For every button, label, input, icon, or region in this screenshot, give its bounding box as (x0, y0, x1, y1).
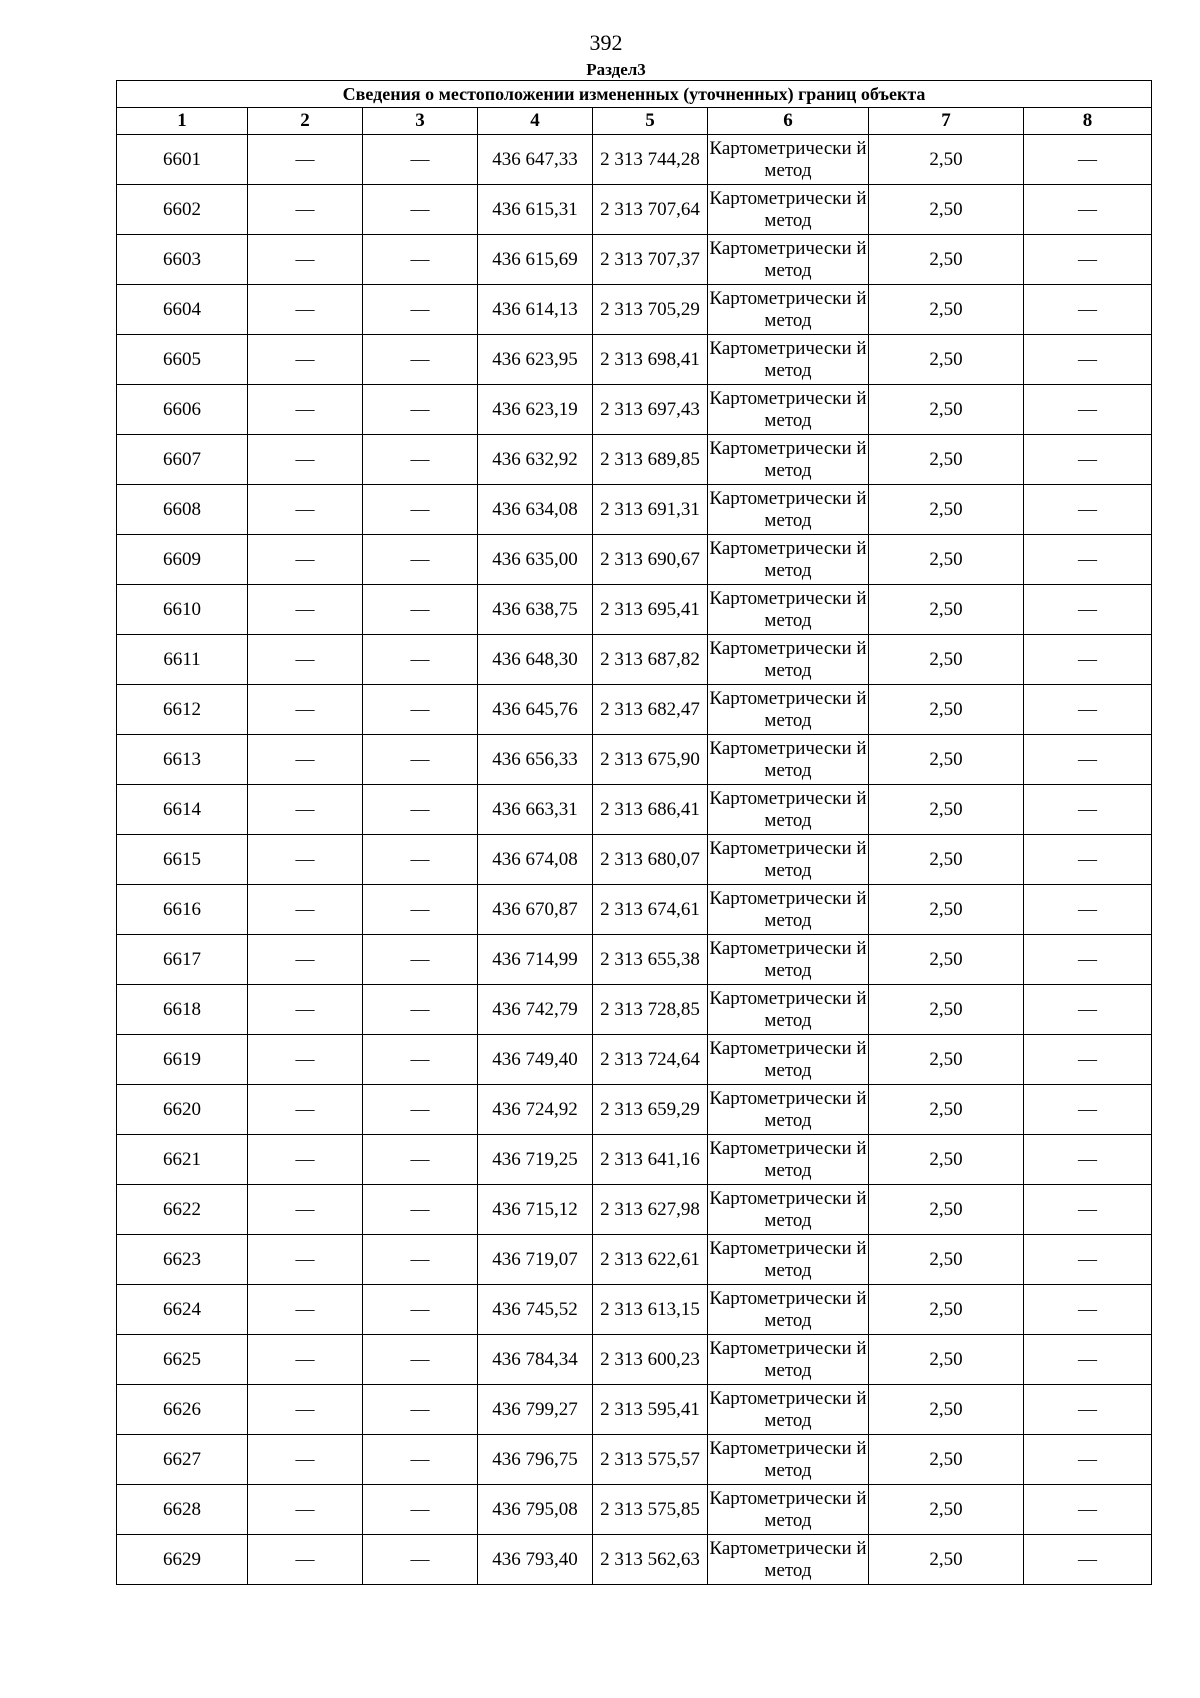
table-row (117, 485, 1152, 535)
empty-cell-col3: — (363, 735, 478, 785)
accuracy-cell: 2,50 (869, 535, 1024, 585)
point-number-cell: 6611 (117, 635, 248, 685)
accuracy-cell: 2,50 (869, 585, 1024, 635)
point-number-cell: 6620 (117, 1085, 248, 1135)
table-row (117, 285, 1152, 335)
empty-cell-col8: — (1024, 1185, 1152, 1235)
empty-cell-col2: — (248, 585, 363, 635)
point-number-cell: 6629 (117, 1535, 248, 1585)
accuracy-cell: 2,50 (869, 1285, 1024, 1335)
empty-cell-col2: — (248, 885, 363, 935)
method-cell: Картометрически й метод (708, 1435, 869, 1485)
y-coordinate-cell: 2 313 707,64 (593, 185, 708, 235)
x-coordinate-cell: 436 784,34 (478, 1335, 593, 1385)
method-cell: Картометрически й метод (708, 1035, 869, 1085)
y-coordinate-cell: 2 313 622,61 (593, 1235, 708, 1285)
table-row (117, 135, 1152, 185)
method-cell: Картометрически й метод (708, 1135, 869, 1185)
page-number: 392 (589, 30, 623, 55)
x-coordinate-cell: 436 715,12 (478, 1185, 593, 1235)
x-coordinate-cell: 436 795,08 (478, 1485, 593, 1535)
method-cell: Картометрически й метод (708, 1485, 869, 1535)
empty-cell-col2: — (248, 735, 363, 785)
empty-cell-col2: — (248, 1535, 363, 1585)
table-row (117, 1035, 1152, 1085)
empty-cell-col2: — (248, 485, 363, 535)
point-number-cell: 6617 (117, 935, 248, 985)
empty-cell-col8: — (1024, 1235, 1152, 1285)
point-number-cell: 6625 (117, 1335, 248, 1385)
accuracy-cell: 2,50 (869, 885, 1024, 935)
empty-cell-col8: — (1024, 535, 1152, 585)
column-number: 5 (593, 108, 708, 135)
method-cell: Картометрически й метод (708, 835, 869, 885)
method-cell: Картометрически й метод (708, 735, 869, 785)
point-number-cell: 6605 (117, 335, 248, 385)
method-cell: Картометрически й метод (708, 635, 869, 685)
x-coordinate-cell: 436 742,79 (478, 985, 593, 1035)
empty-cell-col3: — (363, 1285, 478, 1335)
empty-cell-col2: — (248, 1135, 363, 1185)
table-row (117, 185, 1152, 235)
empty-cell-col3: — (363, 1485, 478, 1535)
x-coordinate-cell: 436 719,07 (478, 1235, 593, 1285)
y-coordinate-cell: 2 313 675,90 (593, 735, 708, 785)
empty-cell-col3: — (363, 1335, 478, 1385)
empty-cell-col8: — (1024, 185, 1152, 235)
point-number-cell: 6614 (117, 785, 248, 835)
table-row (117, 1435, 1152, 1485)
table-title-row (117, 81, 1152, 108)
table-row (117, 235, 1152, 285)
accuracy-cell: 2,50 (869, 1385, 1024, 1435)
accuracy-cell: 2,50 (869, 1135, 1024, 1185)
point-number-cell: 6610 (117, 585, 248, 635)
empty-cell-col3: — (363, 1135, 478, 1185)
empty-cell-col3: — (363, 285, 478, 335)
column-number: 7 (869, 108, 1024, 135)
empty-cell-col3: — (363, 385, 478, 435)
empty-cell-col3: — (363, 485, 478, 535)
point-number-cell: 6606 (117, 385, 248, 435)
boundary-coordinates-table (116, 80, 1152, 1585)
y-coordinate-cell: 2 313 562,63 (593, 1535, 708, 1585)
empty-cell-col2: — (248, 685, 363, 735)
accuracy-cell: 2,50 (869, 185, 1024, 235)
empty-cell-col8: — (1024, 1385, 1152, 1435)
table-row (117, 385, 1152, 435)
x-coordinate-cell: 436 714,99 (478, 935, 593, 985)
table-title: Сведения о местоположении измененных (уточненных) границ объекта (117, 81, 1152, 108)
method-cell: Картометрически й метод (708, 485, 869, 535)
x-coordinate-cell: 436 647,33 (478, 135, 593, 185)
empty-cell-col3: — (363, 135, 478, 185)
method-cell: Картометрически й метод (708, 1535, 869, 1585)
y-coordinate-cell: 2 313 728,85 (593, 985, 708, 1035)
empty-cell-col2: — (248, 535, 363, 585)
empty-cell-col3: — (363, 935, 478, 985)
accuracy-cell: 2,50 (869, 485, 1024, 535)
y-coordinate-cell: 2 313 682,47 (593, 685, 708, 735)
y-coordinate-cell: 2 313 595,41 (593, 1385, 708, 1435)
empty-cell-col2: — (248, 1285, 363, 1335)
table-row (117, 1135, 1152, 1185)
column-number: 4 (478, 108, 593, 135)
empty-cell-col2: — (248, 985, 363, 1035)
column-number: 6 (708, 108, 869, 135)
table-row (117, 735, 1152, 785)
empty-cell-col2: — (248, 1185, 363, 1235)
empty-cell-col8: — (1024, 1535, 1152, 1585)
x-coordinate-cell: 436 615,69 (478, 235, 593, 285)
x-coordinate-cell: 436 615,31 (478, 185, 593, 235)
empty-cell-col2: — (248, 185, 363, 235)
point-number-cell: 6615 (117, 835, 248, 885)
x-coordinate-cell: 436 799,27 (478, 1385, 593, 1435)
x-coordinate-cell: 436 670,87 (478, 885, 593, 935)
table-row (117, 335, 1152, 385)
y-coordinate-cell: 2 313 600,23 (593, 1335, 708, 1385)
empty-cell-col3: — (363, 435, 478, 485)
accuracy-cell: 2,50 (869, 785, 1024, 835)
x-coordinate-cell: 436 656,33 (478, 735, 593, 785)
accuracy-cell: 2,50 (869, 335, 1024, 385)
empty-cell-col2: — (248, 1435, 363, 1485)
empty-cell-col8: — (1024, 1285, 1152, 1335)
x-coordinate-cell: 436 635,00 (478, 535, 593, 585)
point-number-cell: 6623 (117, 1235, 248, 1285)
y-coordinate-cell: 2 313 575,57 (593, 1435, 708, 1485)
point-number-cell: 6619 (117, 1035, 248, 1085)
y-coordinate-cell: 2 313 707,37 (593, 235, 708, 285)
table-row (117, 435, 1152, 485)
column-number: 2 (248, 108, 363, 135)
empty-cell-col8: — (1024, 985, 1152, 1035)
empty-cell-col8: — (1024, 685, 1152, 735)
y-coordinate-cell: 2 313 689,85 (593, 435, 708, 485)
empty-cell-col3: — (363, 835, 478, 885)
empty-cell-col2: — (248, 1235, 363, 1285)
empty-cell-col3: — (363, 1085, 478, 1135)
accuracy-cell: 2,50 (869, 1235, 1024, 1285)
method-cell: Картометрически й метод (708, 985, 869, 1035)
empty-cell-col2: — (248, 1335, 363, 1385)
accuracy-cell: 2,50 (869, 685, 1024, 735)
empty-cell-col2: — (248, 785, 363, 835)
empty-cell-col8: — (1024, 935, 1152, 985)
accuracy-cell: 2,50 (869, 635, 1024, 685)
empty-cell-col2: — (248, 1035, 363, 1085)
accuracy-cell: 2,50 (869, 1535, 1024, 1585)
accuracy-cell: 2,50 (869, 435, 1024, 485)
x-coordinate-cell: 436 724,92 (478, 1085, 593, 1135)
method-cell: Картометрически й метод (708, 785, 869, 835)
empty-cell-col8: — (1024, 235, 1152, 285)
accuracy-cell: 2,50 (869, 1435, 1024, 1485)
method-cell: Картометрически й метод (708, 885, 869, 935)
table-row (117, 1485, 1152, 1535)
empty-cell-col3: — (363, 1185, 478, 1235)
table-row (117, 1235, 1152, 1285)
empty-cell-col2: — (248, 1485, 363, 1535)
point-number-cell: 6604 (117, 285, 248, 335)
y-coordinate-cell: 2 313 697,43 (593, 385, 708, 435)
empty-cell-col8: — (1024, 1035, 1152, 1085)
empty-cell-col2: — (248, 1385, 363, 1435)
empty-cell-col8: — (1024, 1435, 1152, 1485)
accuracy-cell: 2,50 (869, 1485, 1024, 1535)
empty-cell-col3: — (363, 685, 478, 735)
y-coordinate-cell: 2 313 674,61 (593, 885, 708, 935)
column-number: 8 (1024, 108, 1152, 135)
empty-cell-col2: — (248, 835, 363, 885)
accuracy-cell: 2,50 (869, 835, 1024, 885)
x-coordinate-cell: 436 663,31 (478, 785, 593, 835)
table-row (117, 1535, 1152, 1585)
point-number-cell: 6624 (117, 1285, 248, 1335)
accuracy-cell: 2,50 (869, 1185, 1024, 1235)
table-row (117, 985, 1152, 1035)
empty-cell-col2: — (248, 435, 363, 485)
empty-cell-col8: — (1024, 1135, 1152, 1185)
accuracy-cell: 2,50 (869, 235, 1024, 285)
empty-cell-col8: — (1024, 285, 1152, 335)
accuracy-cell: 2,50 (869, 285, 1024, 335)
empty-cell-col8: — (1024, 1335, 1152, 1385)
method-cell: Картометрически й метод (708, 1235, 869, 1285)
x-coordinate-cell: 436 623,19 (478, 385, 593, 435)
method-cell: Картометрически й метод (708, 585, 869, 635)
empty-cell-col3: — (363, 985, 478, 1035)
empty-cell-col2: — (248, 285, 363, 335)
empty-cell-col3: — (363, 1035, 478, 1085)
section-title: Раздел3 (586, 60, 646, 79)
empty-cell-col8: — (1024, 885, 1152, 935)
method-cell: Картометрически й метод (708, 435, 869, 485)
method-cell: Картометрически й метод (708, 685, 869, 735)
x-coordinate-cell: 436 632,92 (478, 435, 593, 485)
column-number-row (117, 108, 1152, 135)
accuracy-cell: 2,50 (869, 985, 1024, 1035)
method-cell: Картометрически й метод (708, 135, 869, 185)
method-cell: Картометрически й метод (708, 535, 869, 585)
x-coordinate-cell: 436 796,75 (478, 1435, 593, 1485)
table-row (117, 685, 1152, 735)
x-coordinate-cell: 436 674,08 (478, 835, 593, 885)
point-number-cell: 6613 (117, 735, 248, 785)
y-coordinate-cell: 2 313 691,31 (593, 485, 708, 535)
table-row (117, 835, 1152, 885)
method-cell: Картометрически й метод (708, 1285, 869, 1335)
method-cell: Картометрически й метод (708, 385, 869, 435)
x-coordinate-cell: 436 638,75 (478, 585, 593, 635)
empty-cell-col3: — (363, 535, 478, 585)
empty-cell-col2: — (248, 335, 363, 385)
x-coordinate-cell: 436 745,52 (478, 1285, 593, 1335)
method-cell: Картометрически й метод (708, 235, 869, 285)
method-cell: Картометрически й метод (708, 1335, 869, 1385)
y-coordinate-cell: 2 313 744,28 (593, 135, 708, 185)
accuracy-cell: 2,50 (869, 1335, 1024, 1385)
accuracy-cell: 2,50 (869, 385, 1024, 435)
empty-cell-col8: — (1024, 735, 1152, 785)
accuracy-cell: 2,50 (869, 1085, 1024, 1135)
table-row (117, 1335, 1152, 1385)
y-coordinate-cell: 2 313 698,41 (593, 335, 708, 385)
empty-cell-col8: — (1024, 385, 1152, 435)
y-coordinate-cell: 2 313 690,67 (593, 535, 708, 585)
point-number-cell: 6601 (117, 135, 248, 185)
point-number-cell: 6607 (117, 435, 248, 485)
table-row (117, 885, 1152, 935)
accuracy-cell: 2,50 (869, 135, 1024, 185)
empty-cell-col8: — (1024, 335, 1152, 385)
table-row (117, 1085, 1152, 1135)
point-number-cell: 6608 (117, 485, 248, 535)
y-coordinate-cell: 2 313 659,29 (593, 1085, 708, 1135)
y-coordinate-cell: 2 313 686,41 (593, 785, 708, 835)
point-number-cell: 6616 (117, 885, 248, 935)
y-coordinate-cell: 2 313 613,15 (593, 1285, 708, 1335)
accuracy-cell: 2,50 (869, 935, 1024, 985)
method-cell: Картометрически й метод (708, 1085, 869, 1135)
empty-cell-col8: — (1024, 835, 1152, 885)
y-coordinate-cell: 2 313 687,82 (593, 635, 708, 685)
y-coordinate-cell: 2 313 680,07 (593, 835, 708, 885)
method-cell: Картометрически й метод (708, 185, 869, 235)
table-row (117, 1285, 1152, 1335)
empty-cell-col3: — (363, 335, 478, 385)
empty-cell-col3: — (363, 185, 478, 235)
point-number-cell: 6612 (117, 685, 248, 735)
x-coordinate-cell: 436 719,25 (478, 1135, 593, 1185)
column-number: 3 (363, 108, 478, 135)
empty-cell-col8: — (1024, 635, 1152, 685)
table-row (117, 585, 1152, 635)
empty-cell-col2: — (248, 135, 363, 185)
point-number-cell: 6626 (117, 1385, 248, 1435)
table-row (117, 935, 1152, 985)
point-number-cell: 6609 (117, 535, 248, 585)
empty-cell-col3: — (363, 1435, 478, 1485)
empty-cell-col3: — (363, 785, 478, 835)
y-coordinate-cell: 2 313 695,41 (593, 585, 708, 635)
empty-cell-col3: — (363, 885, 478, 935)
empty-cell-col8: — (1024, 485, 1152, 535)
point-number-cell: 6618 (117, 985, 248, 1035)
point-number-cell: 6628 (117, 1485, 248, 1535)
empty-cell-col3: — (363, 635, 478, 685)
empty-cell-col3: — (363, 235, 478, 285)
empty-cell-col8: — (1024, 785, 1152, 835)
point-number-cell: 6627 (117, 1435, 248, 1485)
column-number: 1 (117, 108, 248, 135)
empty-cell-col2: — (248, 1085, 363, 1135)
empty-cell-col2: — (248, 385, 363, 435)
table-row (117, 635, 1152, 685)
empty-cell-col8: — (1024, 1085, 1152, 1135)
x-coordinate-cell: 436 793,40 (478, 1535, 593, 1585)
x-coordinate-cell: 436 623,95 (478, 335, 593, 385)
point-number-cell: 6621 (117, 1135, 248, 1185)
empty-cell-col3: — (363, 1235, 478, 1285)
x-coordinate-cell: 436 749,40 (478, 1035, 593, 1085)
y-coordinate-cell: 2 313 627,98 (593, 1185, 708, 1235)
y-coordinate-cell: 2 313 641,16 (593, 1135, 708, 1185)
method-cell: Картометрически й метод (708, 285, 869, 335)
table-row (117, 1185, 1152, 1235)
point-number-cell: 6603 (117, 235, 248, 285)
method-cell: Картометрически й метод (708, 1185, 869, 1235)
y-coordinate-cell: 2 313 575,85 (593, 1485, 708, 1535)
empty-cell-col8: — (1024, 585, 1152, 635)
y-coordinate-cell: 2 313 705,29 (593, 285, 708, 335)
empty-cell-col3: — (363, 585, 478, 635)
empty-cell-col8: — (1024, 1485, 1152, 1535)
empty-cell-col2: — (248, 935, 363, 985)
y-coordinate-cell: 2 313 655,38 (593, 935, 708, 985)
table-row (117, 535, 1152, 585)
method-cell: Картометрически й метод (708, 335, 869, 385)
x-coordinate-cell: 436 614,13 (478, 285, 593, 335)
accuracy-cell: 2,50 (869, 1035, 1024, 1085)
empty-cell-col8: — (1024, 435, 1152, 485)
table-row (117, 1385, 1152, 1435)
x-coordinate-cell: 436 634,08 (478, 485, 593, 535)
empty-cell-col3: — (363, 1535, 478, 1585)
method-cell: Картометрически й метод (708, 935, 869, 985)
table-row (117, 785, 1152, 835)
empty-cell-col2: — (248, 235, 363, 285)
x-coordinate-cell: 436 648,30 (478, 635, 593, 685)
empty-cell-col2: — (248, 635, 363, 685)
method-cell: Картометрически й метод (708, 1385, 869, 1435)
empty-cell-col8: — (1024, 135, 1152, 185)
x-coordinate-cell: 436 645,76 (478, 685, 593, 735)
point-number-cell: 6602 (117, 185, 248, 235)
accuracy-cell: 2,50 (869, 735, 1024, 785)
empty-cell-col3: — (363, 1385, 478, 1435)
y-coordinate-cell: 2 313 724,64 (593, 1035, 708, 1085)
point-number-cell: 6622 (117, 1185, 248, 1235)
